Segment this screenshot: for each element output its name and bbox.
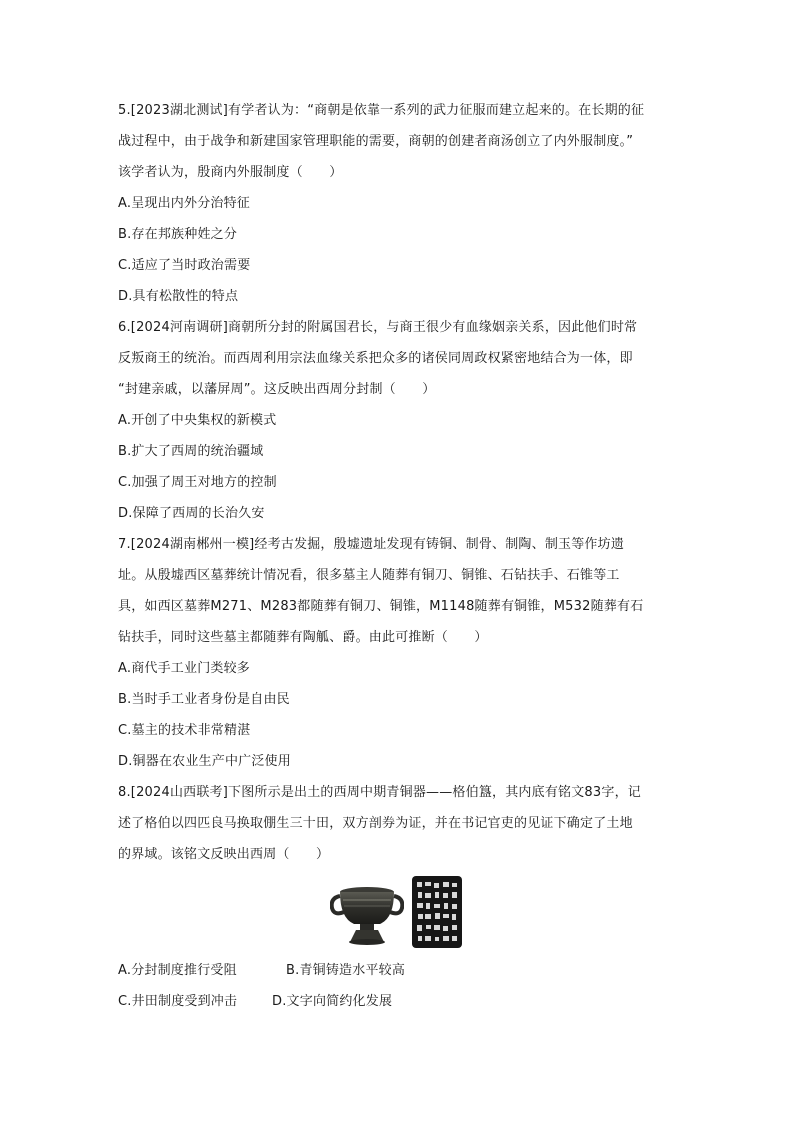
- q6-option-c[interactable]: C.加强了周王对地方的控制: [118, 475, 277, 490]
- q5-stem-line-1: 5.[2023湖北测试]有学者认为：“商朝是依靠一系列的武力征服而建立起来的。在长期的征: [118, 103, 645, 118]
- q7-option-c[interactable]: C.墓主的技术非常精湛: [118, 723, 251, 738]
- q5-option-b[interactable]: B.存在邦族种姓之分: [118, 227, 238, 242]
- q8-option-b[interactable]: B.青铜铸造水平较高: [286, 963, 406, 978]
- q6-stem-line-3: “封建亲戚，以藩屏周”。这反映出西周分封制（ ）: [118, 382, 436, 397]
- q7-option-a[interactable]: A.商代手工业门类较多: [118, 661, 250, 676]
- q5-option-a[interactable]: A.呈现出内外分治特征: [118, 196, 250, 211]
- q7-stem-line-4: 钻扶手，同时这些墓主都随葬有陶觚、爵。由此可推断（ ）: [118, 630, 488, 645]
- q7-option-d[interactable]: D.铜器在农业生产中广泛使用: [118, 754, 291, 769]
- q8-stem-line-2: 述了格伯以四匹良马换取倗生三十田，双方剖券为证，并在书记官吏的见证下确定了土地: [118, 816, 633, 831]
- q7-stem-line-3: 具，如西区墓葬M271、M283都随葬有铜刀、铜锥，M1148随葬有铜锥，M532随葬有石: [118, 599, 644, 614]
- q8-options-row-1: [118, 962, 405, 980]
- q8-option-a[interactable]: A.分封制度推行受阻: [118, 963, 237, 978]
- q7-option-b[interactable]: B.当时手工业者身份是自由民: [118, 692, 290, 707]
- q6-option-a[interactable]: A.开创了中央集权的新模式: [118, 413, 277, 428]
- q6-option-b[interactable]: B.扩大了西周的统治疆域: [118, 444, 264, 459]
- q5-stem-line-2: 战过程中，由于战争和新建国家管理职能的需要，商朝的创建者商汤创立了内外服制度。”: [118, 134, 634, 149]
- q8-stem-line-1: 8.[2024山西联考]下图所示是出土的西周中期青铜器——格伯簋，其内底有铭文83字，记: [118, 785, 641, 800]
- q6-stem-line-1: 6.[2024河南调研]商朝所分封的附属国君长，与商王很少有血缘姻亲关系，因此他们时常: [118, 320, 638, 335]
- q5-option-d[interactable]: D.具有松散性的特点: [118, 289, 239, 304]
- q8-options-row-2: [118, 993, 392, 1011]
- q8-option-d[interactable]: D.文字向简约化发展: [272, 994, 393, 1009]
- q5-option-c[interactable]: C.适应了当时政治需要: [118, 258, 251, 273]
- q7-stem-line-2: 址。从殷墟西区墓葬统计情况看，很多墓主人随葬有铜刀、铜锥、石钻扶手、石锥等工: [118, 568, 620, 583]
- q6-option-d[interactable]: D.保障了西周的长治久安: [118, 506, 265, 521]
- q6-stem-line-2: 反叛商王的统治。而西周利用宗法血缘关系把众多的诸侯同周政权紧密地结合为一体，即: [118, 351, 633, 366]
- q8-stem-line-3: 的界域。该铭文反映出西周（ ）: [118, 847, 330, 862]
- inscription-rubbing-image: [412, 876, 462, 948]
- q7-stem-line-1: 7.[2024湖南郴州一模]经考古发掘，殷墟遗址发现有铸铜、制骨、制陶、制玉等作坊遗: [118, 537, 625, 552]
- q5-stem-line-3: 该学者认为，殷商内外服制度（ ）: [118, 165, 343, 180]
- bronze-gui-vessel-image: [330, 882, 404, 948]
- bronze-vessel-figure: [330, 876, 466, 948]
- q8-option-c[interactable]: C.井田制度受到冲击: [118, 994, 238, 1009]
